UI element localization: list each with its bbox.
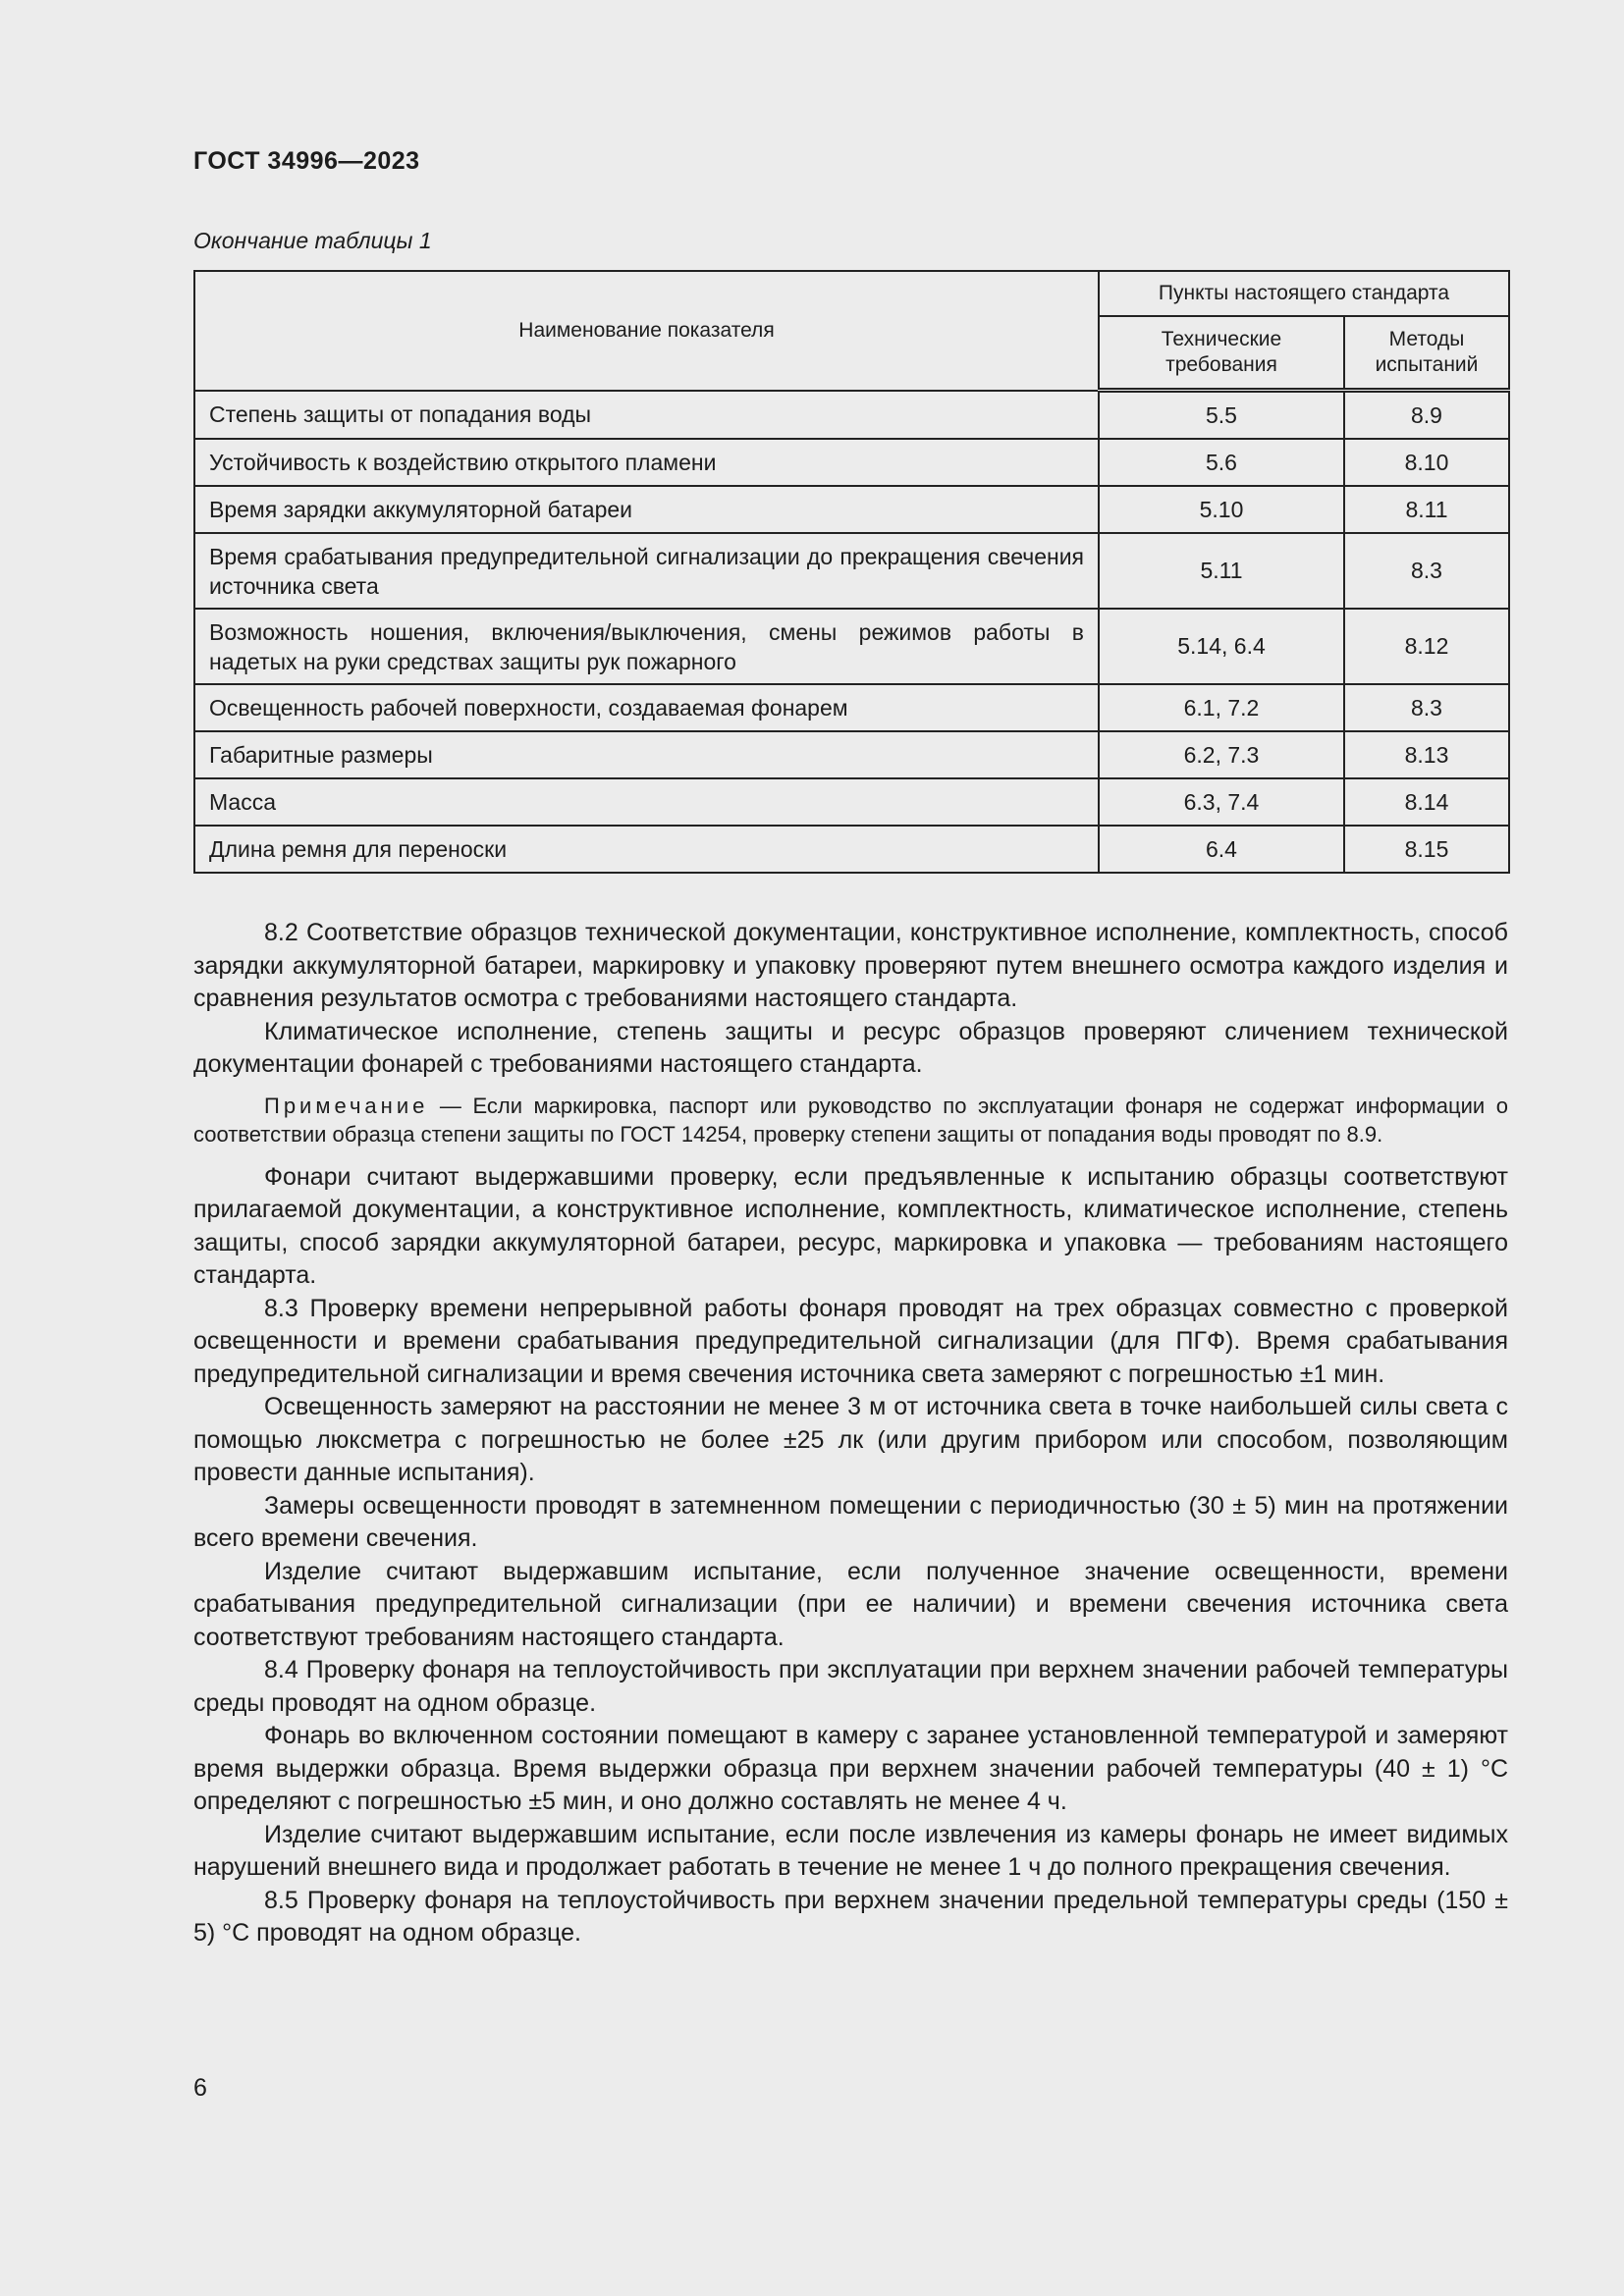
body-text — [193, 917, 1508, 1950]
row-method-clause: 8.14 — [1344, 778, 1509, 826]
row-method-clause: 8.11 — [1344, 486, 1509, 533]
paragraph: Изделие считают выдержавшим испытание, если после извлечения из камеры фонарь не имеет видимых нарушений внешнего вида и продолжает работать в течение не менее 1 ч до полного прекращения свечения. — [193, 1820, 1508, 1881]
paragraph-8-3: 8.3 Проверку времени непрерывной работы фонаря проводят на трех образцах совместно с проверкой освещенности и времени срабатывания предупредительной сигнализации (для ПГФ). Время срабатывания предупредительной сигнализации и время свечения источника света замеряют с погрешностью ±1 мин. — [193, 1294, 1508, 1388]
row-method-clause: 8.15 — [1344, 826, 1509, 873]
row-indicator-name: Время срабатывания предупредительной сигнализации до прекращения свечения источника света — [194, 533, 1099, 609]
row-indicator-name: Возможность ношения, включения/выключения, смены режимов работы в надетых на руки средствах защиты рук пожарного — [194, 609, 1099, 684]
row-indicator-name: Длина ремня для переноски — [194, 826, 1099, 873]
table-row — [194, 391, 1509, 440]
table-caption: Окончание таблицы 1 — [193, 228, 432, 253]
paragraph: Климатическое исполнение, степень защиты и ресурс образцов проверяют сличением технической документации фонарей с требованиями настоящего стандарта. — [193, 1017, 1508, 1078]
paragraph: Фонарь во включенном состоянии помещают в камеру с заранее установленной температурой и замеряют время выдержки образца. Время выдержки образца при верхнем значении рабочей температуры (40 ± 1) °С определяют с погрешностью ±5 мин, и оно должно составлять не менее 4 ч. — [193, 1722, 1508, 1815]
row-indicator-name: Масса — [194, 778, 1099, 826]
row-method-clause: 8.9 — [1344, 391, 1509, 440]
row-tech-clause: 6.1, 7.2 — [1099, 684, 1344, 731]
row-tech-clause: 6.2, 7.3 — [1099, 731, 1344, 778]
page-number: 6 — [193, 2074, 207, 2102]
paragraph-8-5: 8.5 Проверку фонаря на теплоустойчивость при верхнем значении предельной температуры среды (150 ± 5) °С проводят на одном образце. — [193, 1886, 1508, 1947]
table-row — [194, 486, 1509, 533]
row-tech-clause: 6.3, 7.4 — [1099, 778, 1344, 826]
row-tech-clause: 5.11 — [1099, 533, 1344, 609]
paragraph-8-4: 8.4 Проверку фонаря на теплоустойчивость при эксплуатации при верхнем значении рабочей температуры среды проводят на одном образце. — [193, 1656, 1508, 1717]
note-text: — Если маркировка, паспорт или руководство по эксплуатации фонаря не содержат информации о соответствии образца степени защиты по ГОСТ 14254, проверку степени защиты от попадания воды проводят по 8.9. — [193, 1093, 1508, 1147]
paragraph: Фонари считают выдержавшими проверку, если предъявленные к испытанию образцы соответствуют прилагаемой документации, а конструктивное исполнение, комплектность, климатическое исполнение, степень защиты, способ зарядки аккумуляторной батареи, ресурс, маркировка и упаковка — требованиям настоящего стандарта. — [193, 1162, 1508, 1289]
paragraph: Освещенность замеряют на расстоянии не менее 3 м от источника света в точке наибольшей силы света с помощью люксметра с погрешностью не более ±25 лк (или другим прибором или способом, позволяющим провести данные испытания). — [193, 1393, 1508, 1486]
row-indicator-name: Время зарядки аккумуляторной батареи — [194, 486, 1099, 533]
table-row — [194, 533, 1509, 609]
header-group: Пункты настоящего стандарта — [1099, 271, 1509, 316]
row-tech-clause: 5.6 — [1099, 439, 1344, 486]
table-row — [194, 826, 1509, 873]
table-row — [194, 439, 1509, 486]
row-tech-clause: 5.5 — [1099, 391, 1344, 440]
row-method-clause: 8.10 — [1344, 439, 1509, 486]
row-method-clause: 8.3 — [1344, 684, 1509, 731]
table-row — [194, 684, 1509, 731]
header-test-methods: Методы испытаний — [1344, 316, 1509, 391]
table-row — [194, 609, 1509, 684]
table-header-row — [194, 271, 1509, 316]
row-method-clause: 8.12 — [1344, 609, 1509, 684]
row-tech-clause: 6.4 — [1099, 826, 1344, 873]
row-method-clause: 8.13 — [1344, 731, 1509, 778]
row-indicator-name: Степень защиты от попадания воды — [194, 391, 1099, 440]
row-tech-clause: 5.10 — [1099, 486, 1344, 533]
row-method-clause: 8.3 — [1344, 533, 1509, 609]
row-tech-clause: 5.14, 6.4 — [1099, 609, 1344, 684]
row-indicator-name: Габаритные размеры — [194, 731, 1099, 778]
standards-table — [193, 270, 1510, 874]
table-row — [194, 778, 1509, 826]
header-tech-requirements: Технические требования — [1099, 316, 1344, 391]
paragraph: Изделие считают выдержавшим испытание, если полученное значение освещенности, времени срабатывания предупредительной сигнализации (при ее наличии) и времени свечения источника света соответствуют требованиям настоящего стандарта. — [193, 1557, 1508, 1651]
note-label: Примечание — [264, 1093, 429, 1118]
note — [193, 1092, 1508, 1149]
table-row — [194, 731, 1509, 778]
row-indicator-name: Устойчивость к воздействию открытого пламени — [194, 439, 1099, 486]
paragraph: Замеры освещенности проводят в затемненном помещении с периодичностью (30 ± 5) мин на протяжении всего времени свечения. — [193, 1491, 1508, 1552]
row-indicator-name: Освещенность рабочей поверхности, создаваемая фонарем — [194, 684, 1099, 731]
paragraph-8-2: 8.2 Соответствие образцов технической документации, конструктивное исполнение, комплектность, способ зарядки аккумуляторной батареи, маркировку и упаковку проверяют путем внешнего осмотра каждого изделия и сравнения результатов осмотра с требованиями настоящего стандарта. — [193, 919, 1508, 1012]
document-header: ГОСТ 34996—2023 — [193, 147, 420, 175]
header-indicator: Наименование показателя — [194, 271, 1099, 391]
